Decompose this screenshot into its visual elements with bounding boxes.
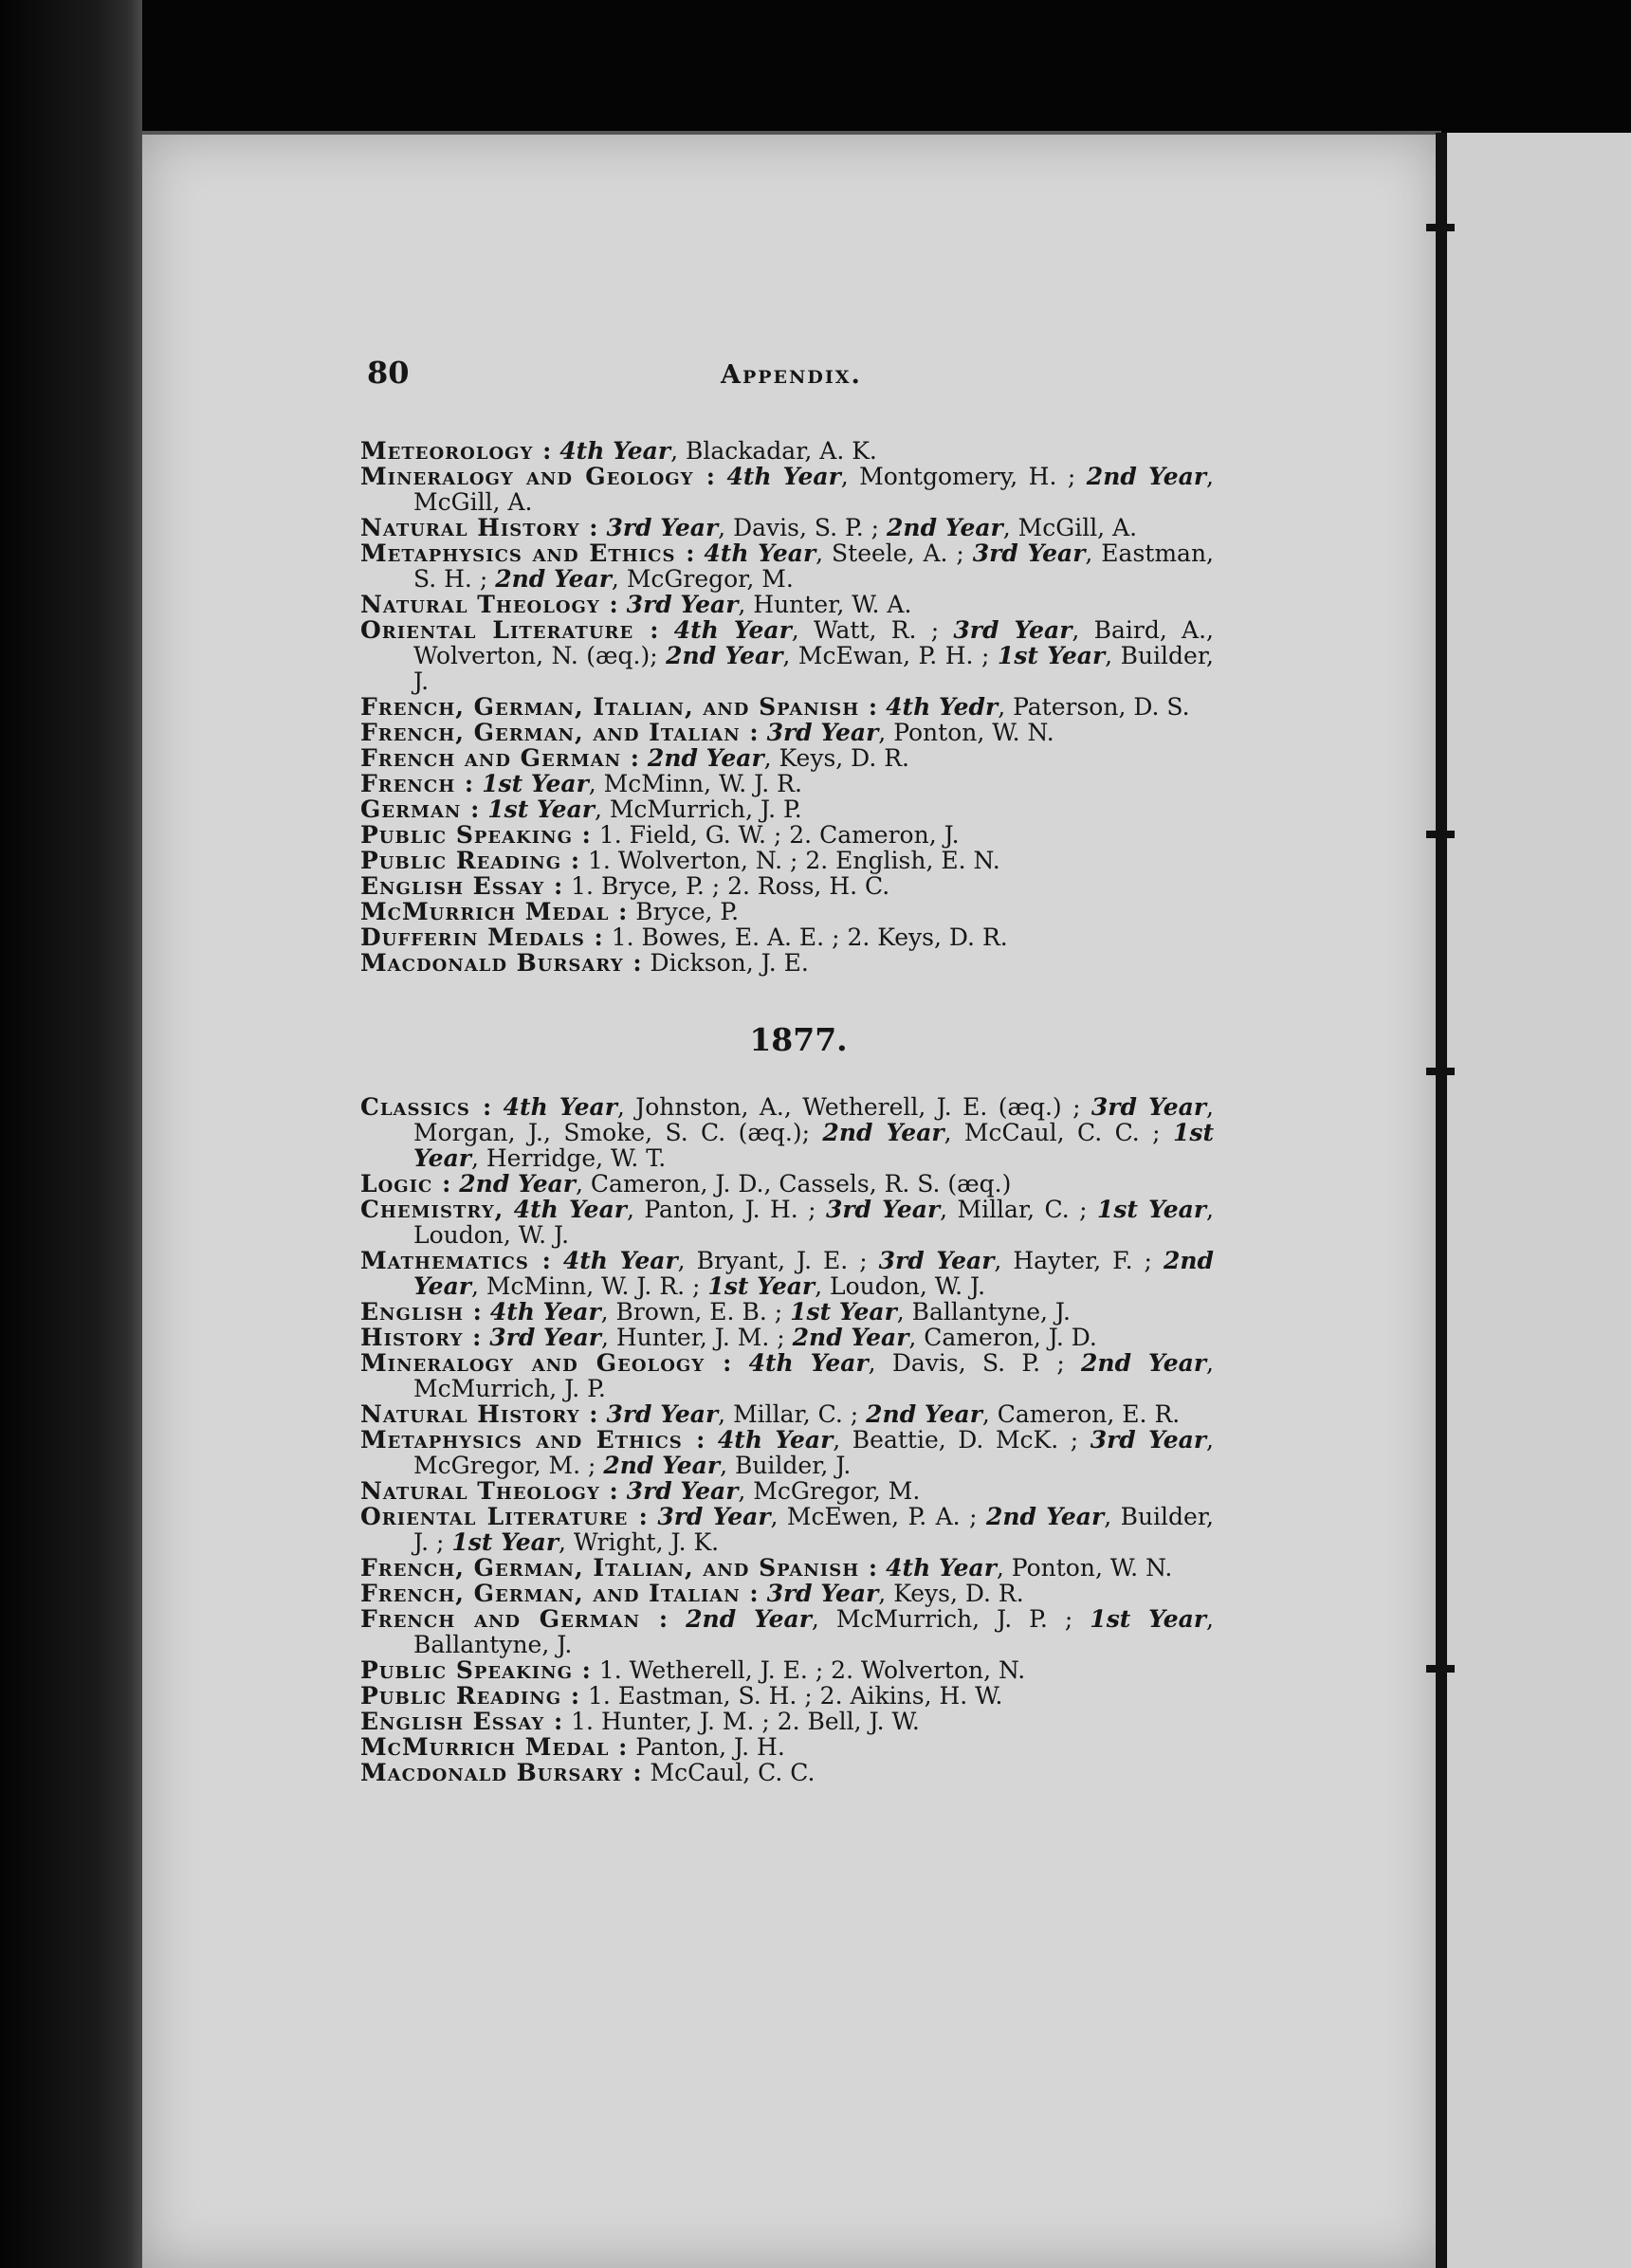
award-entry — [360, 1709, 1214, 1734]
award-recipients: Panton, J. H. — [635, 1733, 785, 1761]
award-recipients: 4th Year, Panton, J. H. ; 3rd Year, Millar, C. ; 1st Year, Loudon, W. J. — [413, 1196, 1214, 1249]
subject-label: English Essay : — [360, 872, 564, 900]
award-recipients: 1. Bowes, E. A. E. ; 2. Keys, D. R. — [611, 924, 1008, 951]
subject-label: Meteorology : — [360, 437, 553, 465]
subject-label: English Essay : — [360, 1708, 564, 1735]
subject-label: Natural History : — [360, 1400, 599, 1428]
award-recipients: 3rd Year, Hunter, W. A. — [626, 591, 912, 618]
subject-label: French, German, Italian, and Spanish : — [360, 693, 879, 721]
section-1877-list — [360, 1094, 1214, 1785]
award-entry — [360, 1197, 1214, 1248]
award-entry — [360, 822, 1214, 848]
award-entry — [360, 899, 1214, 924]
binding-tick — [1426, 1665, 1455, 1673]
award-recipients: 1. Hunter, J. M. ; 2. Bell, J. W. — [571, 1708, 920, 1735]
award-recipients: 4th Year, Montgomery, H. ; 2nd Year, McGill, A. — [413, 463, 1214, 516]
subject-label: Mathematics : — [360, 1247, 552, 1274]
subject-label: McMurrich Medal : — [360, 1733, 629, 1761]
subject-label: Natural Theology : — [360, 1477, 619, 1505]
award-entry — [360, 848, 1214, 873]
subject-label: German : — [360, 796, 481, 823]
award-entry — [360, 1401, 1214, 1427]
award-entry — [360, 1657, 1214, 1683]
book-binding-edge — [0, 0, 142, 2268]
award-recipients: 4th Year, Bryant, J. E. ; 3rd Year, Hayter, F. ; 2nd Year, McMinn, W. J. R. ; 1st Year, Loudon, W. J. — [413, 1247, 1215, 1300]
subject-label: Oriental Literature : — [360, 1503, 649, 1530]
subject-label: French, German, and Italian : — [360, 1580, 760, 1607]
subject-label: Metaphysics and Ethics : — [360, 1426, 706, 1454]
award-entry — [360, 745, 1214, 771]
award-recipients: 4th Year, Beattie, D. McK. ; 3rd Year, McGregor, M. ; 2nd Year, Builder, J. — [413, 1426, 1214, 1479]
award-recipients: 3rd Year, McEwen, P. A. ; 2nd Year, Builder, J. ; 1st Year, Wright, J. K. — [413, 1503, 1215, 1556]
subject-label: History : — [360, 1324, 483, 1351]
subject-label: English : — [360, 1298, 483, 1326]
subject-label: Public Speaking : — [360, 1656, 592, 1684]
award-entry — [360, 1350, 1214, 1401]
subject-label: Metaphysics and Ethics : — [360, 540, 696, 567]
award-entry — [360, 1325, 1214, 1350]
award-recipients: Bryce, P. — [635, 898, 740, 925]
award-recipients: 4th Year, Brown, E. B. ; 1st Year, Ballantyne, J. — [489, 1298, 1071, 1326]
award-entry — [360, 1248, 1214, 1299]
award-entry — [360, 1734, 1214, 1760]
award-entry — [360, 1760, 1214, 1785]
award-entry — [360, 1299, 1214, 1325]
award-entry — [360, 1683, 1214, 1709]
subject-label: Public Reading : — [360, 1682, 581, 1710]
award-entry — [360, 873, 1214, 899]
subject-label: McMurrich Medal : — [360, 898, 629, 925]
award-recipients: 2nd Year, Cameron, J. D., Cassels, R. S. (æq.) — [459, 1170, 1012, 1198]
award-recipients: 4th Year, Ponton, W. N. — [886, 1554, 1173, 1582]
award-recipients: 4th Yedr, Paterson, D. S. — [886, 693, 1190, 721]
subject-label: Mineralogy and Geology : — [360, 463, 716, 490]
subject-label: Macdonald Bursary : — [360, 949, 643, 977]
award-recipients: 1. Field, G. W. ; 2. Cameron, J. — [598, 821, 960, 849]
subject-label: Dufferin Medals : — [360, 924, 604, 951]
subject-label: Logic : — [360, 1170, 452, 1198]
page-header — [360, 355, 1214, 417]
award-entry — [360, 464, 1214, 515]
award-entry — [360, 1504, 1214, 1555]
subject-label: Chemistry, — [360, 1196, 504, 1223]
award-recipients: 4th Year, Johnston, A., Wetherell, J. E. (æq.) ; 3rd Year, Morgan, J., Smoke, S. C. (æq.); 2nd Year, McCaul, C. C. ; 1st Year, Herridge, W. T. — [413, 1093, 1214, 1172]
page-content — [360, 355, 1215, 1786]
page-title: Appendix. — [721, 360, 862, 390]
award-entry — [360, 592, 1214, 617]
award-entry — [360, 1427, 1214, 1478]
award-entry — [360, 1094, 1214, 1171]
award-recipients: 4th Year, Blackadar, A. K. — [559, 437, 877, 465]
award-recipients: 3rd Year, Davis, S. P. ; 2nd Year, McGill, A. — [606, 514, 1138, 541]
award-entry — [360, 1606, 1214, 1657]
award-entry — [360, 796, 1214, 822]
subject-label: French and German : — [360, 744, 640, 772]
award-entry — [360, 1478, 1214, 1504]
award-recipients: 1st Year, McMinn, W. J. R. — [482, 770, 802, 797]
award-recipients: 1. Eastman, S. H. ; 2. Aikins, H. W. — [588, 1682, 1003, 1710]
subject-label: Classics : — [360, 1093, 493, 1121]
award-entry — [360, 694, 1214, 720]
subject-label: Public Reading : — [360, 847, 581, 874]
award-entry — [360, 438, 1214, 464]
award-recipients: 4th Year, Steele, A. ; 3rd Year, Eastman, S. H. ; 2nd Year, McGregor, M. — [413, 540, 1214, 593]
award-recipients: McCaul, C. C. — [650, 1759, 816, 1786]
award-recipients: 2nd Year, McMurrich, J. P. ; 1st Year, Ballantyne, J. — [413, 1605, 1214, 1658]
subject-label: Mineralogy and Geology : — [360, 1349, 733, 1377]
section-1876-list — [360, 438, 1214, 976]
award-entry — [360, 771, 1214, 796]
award-recipients: 3rd Year, Keys, D. R. — [766, 1580, 1024, 1607]
award-entry — [360, 924, 1214, 950]
award-recipients: 3rd Year, Ponton, W. N. — [766, 719, 1054, 746]
subject-label: Oriental Literature : — [360, 616, 660, 644]
subject-label: French and German : — [360, 1605, 669, 1633]
book-spine-gutter — [1436, 133, 1447, 2268]
subject-label: Public Speaking : — [360, 821, 592, 849]
binding-tick — [1426, 224, 1455, 231]
award-recipients: 2nd Year, Keys, D. R. — [647, 744, 909, 772]
award-recipients: 3rd Year, Millar, C. ; 2nd Year, Cameron, E. R. — [606, 1400, 1181, 1428]
subject-label: Natural History : — [360, 514, 599, 541]
award-entry — [360, 720, 1214, 745]
facing-page-edge — [1447, 133, 1631, 2268]
award-entry — [360, 515, 1214, 540]
subject-label: French, German, and Italian : — [360, 719, 760, 746]
award-recipients: 3rd Year, McGregor, M. — [626, 1477, 921, 1505]
subject-label: French, German, Italian, and Spanish : — [360, 1554, 879, 1582]
page-top-edge — [142, 131, 1441, 135]
binding-tick — [1426, 831, 1455, 838]
award-entry — [360, 1581, 1214, 1606]
binding-tick — [1426, 1068, 1455, 1075]
award-entry — [360, 1555, 1214, 1581]
award-recipients: 4th Year, Watt, R. ; 3rd Year, Baird, A., Wolverton, N. (æq.); 2nd Year, McEwan, P. H. ; 1st Year, Builder, J. — [413, 616, 1214, 695]
award-entry — [360, 1171, 1214, 1197]
award-entry — [360, 950, 1214, 976]
award-recipients: 1. Wetherell, J. E. ; 2. Wolverton, N. — [598, 1656, 1026, 1684]
award-recipients: 1st Year, McMurrich, J. P. — [487, 796, 802, 823]
award-entry — [360, 617, 1214, 694]
subject-label: French : — [360, 770, 475, 797]
page-number: 80 — [367, 355, 410, 391]
award-recipients: 3rd Year, Hunter, J. M. ; 2nd Year, Cameron, J. D. — [489, 1324, 1097, 1351]
award-recipients: 1. Bryce, P. ; 2. Ross, H. C. — [571, 872, 890, 900]
subject-label: Macdonald Bursary : — [360, 1759, 643, 1786]
award-recipients: 1. Wolverton, N. ; 2. English, E. N. — [588, 847, 1000, 874]
award-entry — [360, 540, 1214, 592]
subject-label: Natural Theology : — [360, 591, 619, 618]
award-recipients: 4th Year, Davis, S. P. ; 2nd Year, McMurrich, J. P. — [413, 1349, 1214, 1402]
award-recipients: Dickson, J. E. — [650, 949, 809, 977]
year-heading-1877: 1877. — [749, 1021, 848, 1058]
